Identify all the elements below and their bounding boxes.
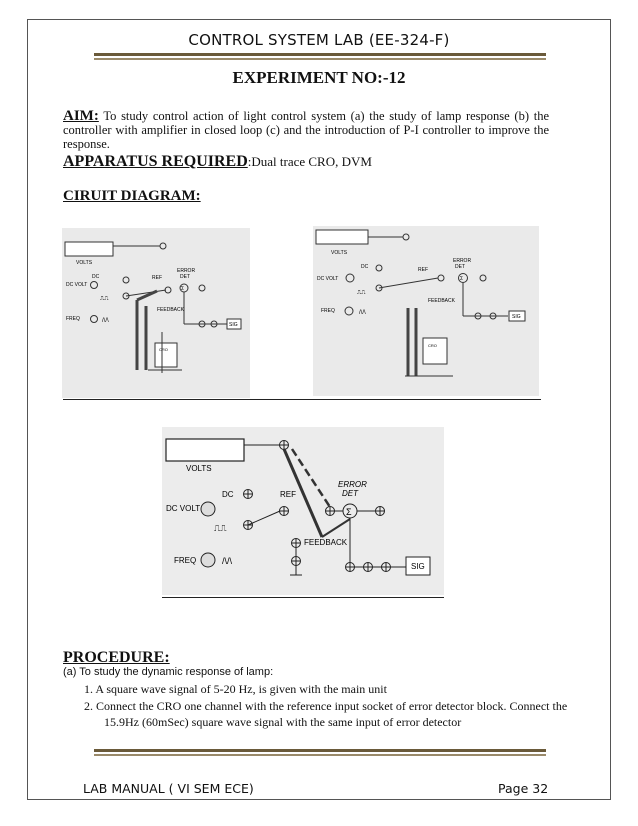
footer-rule-2 [94,754,546,756]
experiment-title: EXPERIMENT NO:-12 [232,68,406,87]
footer-left: LAB MANUAL ( VI SEM ECE) [83,781,254,796]
header-rule-2 [94,58,546,60]
label-freq: FREQ [66,316,80,322]
label-dc-2: DC [361,264,369,270]
aim-paragraph [63,109,549,151]
label-sig: SIG [229,322,238,328]
label-volts-2: VOLTS [331,250,348,256]
label-dc: DC [92,274,100,280]
label-ref-3: REF [280,490,296,499]
label-sigma-2: Σ [460,276,464,282]
circuit-diagram-right [313,226,539,396]
diagram-divider-2 [162,597,444,598]
label-sig-2: SIG [512,314,521,320]
label-dc-volt-3: DC VOLT [166,504,201,513]
apparatus-label: APPARATUS REQUIRED [63,153,248,170]
label-feedback-2: FEEDBACK [428,298,455,304]
label-error-3: ERROR [338,480,367,489]
label-sig-3: SIG [411,562,425,571]
apparatus-text: :Dual trace CRO, DVM [247,154,372,169]
label-wave: /\/\ [102,318,109,324]
label-square-2: ⎍⎍ [357,290,366,296]
label-square-3: ⎍⎍ [214,523,227,533]
aim-label: AIM: [63,108,99,124]
label-dc-3: DC [222,490,234,499]
label-feedback: FEEDBACK [157,307,184,313]
procedure-step-2-cont: 15.9Hz (60mSec) square wave signal with the same input of error detector [104,715,462,729]
label-error-2: ERROR [453,258,472,264]
label-det-2: DET [455,264,465,270]
header-rule [94,53,546,56]
label-feedback-3: FEEDBACK [304,538,348,547]
label-volts-3: VOLTS [186,464,212,473]
label-det: DET [180,274,190,280]
label-dc-volt-2: DC VOLT [317,276,339,282]
label-sigma-3: Σ [346,507,352,517]
label-freq-2: FREQ [321,308,335,314]
label-cro: CRO [159,347,168,352]
label-wave-3: /\/\ [222,556,233,566]
page-header: CONTROL SYSTEM LAB (EE-324-F) [188,31,450,49]
aim-text: To study control action of light control system (a) the study of lamp response (b) the controller with amplifier in closed loop (c) and the introduction of P-I controller to improve the response. [63,109,549,151]
diagram-divider-1 [63,399,541,400]
circuit-diagram-left [62,228,250,398]
label-error: ERROR [177,268,196,274]
label-wave-2: /\/\ [359,310,366,316]
procedure-sub-a: (a) To study the dynamic response of lamp: [63,666,274,678]
circuit-heading: CIRUIT DIAGRAM: [63,188,201,204]
circuit-diagram-center [162,427,444,595]
page-number: Page 32 [498,781,549,796]
procedure-heading: PROCEDURE: [63,649,170,666]
label-sigma: Σ [181,286,185,292]
label-volts: VOLTS [76,260,93,266]
label-ref-2: REF [418,267,428,273]
label-dc-volt: DC VOLT [66,282,88,288]
label-freq-3: FREQ [174,556,197,565]
apparatus-line [63,153,372,171]
label-square: ⎍⎍ [100,296,109,302]
procedure-step-2: 2. Connect the CRO one channel with the reference input socket of error detector block. Connect the [84,699,568,713]
footer-rule [94,749,546,752]
label-cro-2: CRO [428,343,437,348]
label-ref: REF [152,275,162,281]
label-det-3: DET [342,489,358,498]
procedure-step-1: 1. A square wave signal of 5-20 Hz, is given with the main unit [84,682,387,696]
